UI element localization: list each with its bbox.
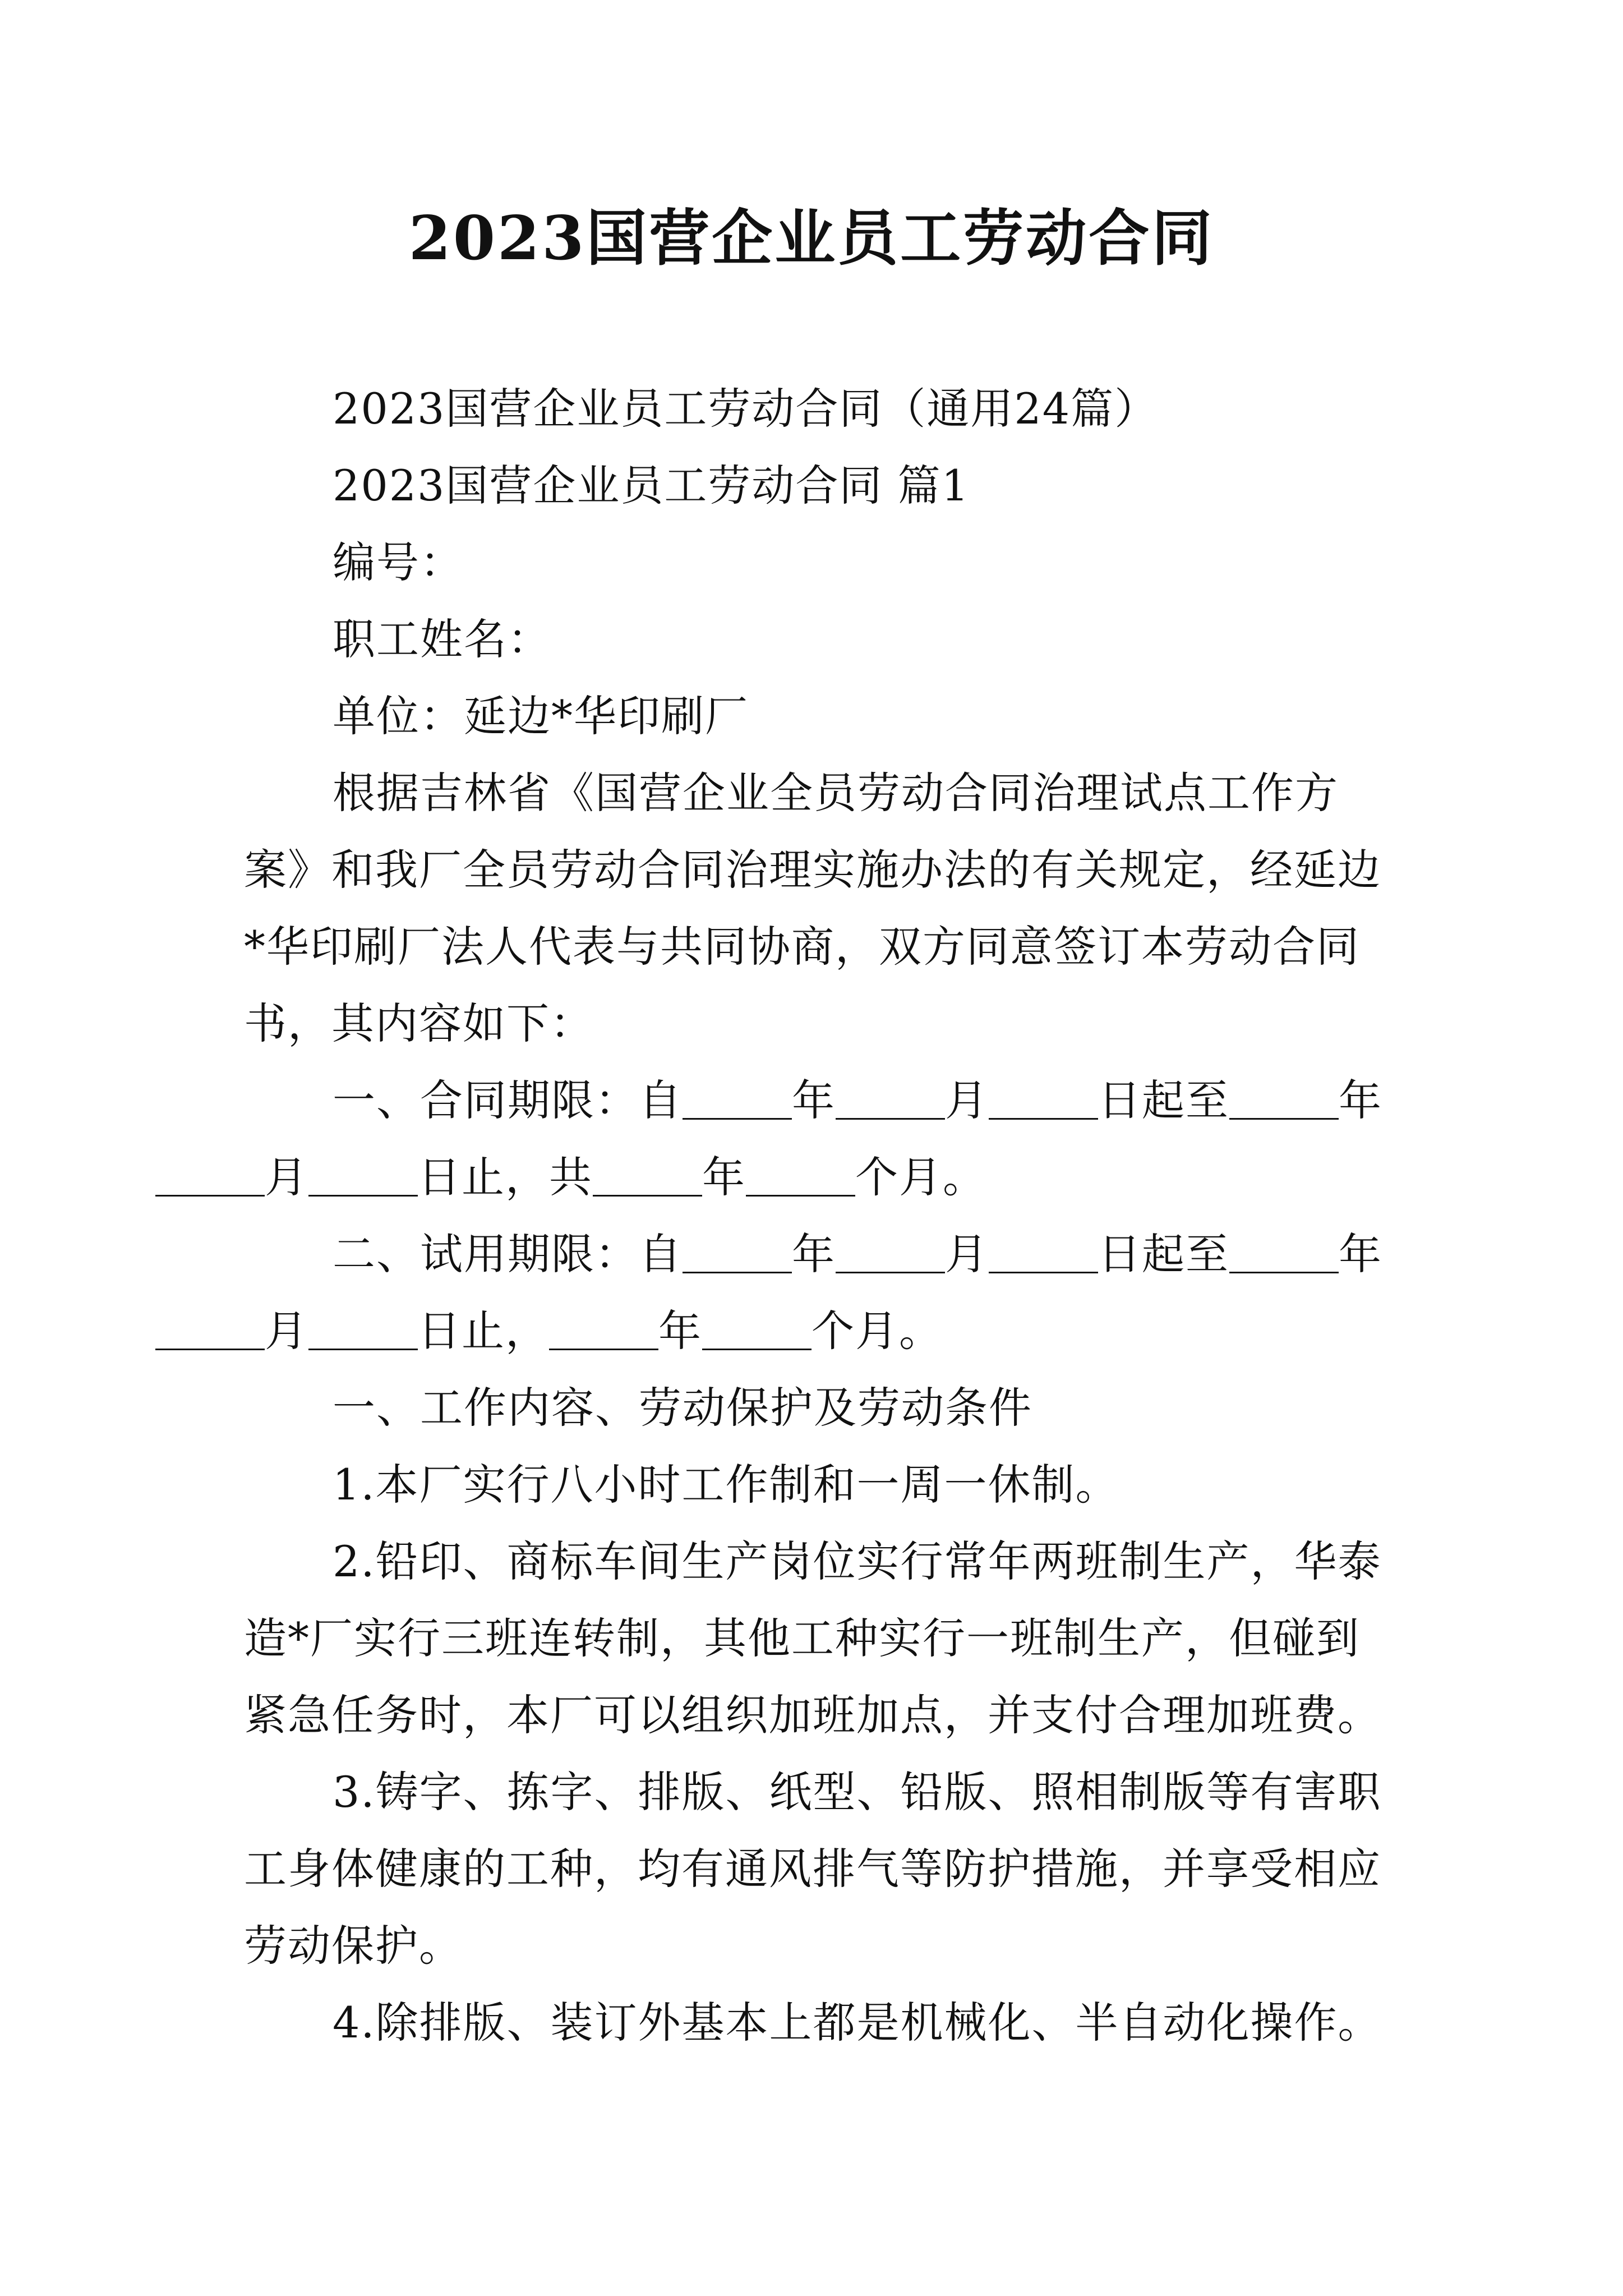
contract-term-year-2: 年: [1339, 1075, 1382, 1125]
paragraph-number-field: 编号：: [333, 537, 464, 587]
blank-line: [836, 1079, 945, 1120]
document-title: 2023国营企业员工劳动合同: [408, 203, 1215, 274]
blank-line: [549, 1309, 658, 1350]
trial-term-year-2: 年: [1339, 1229, 1382, 1279]
blank-line: [746, 1156, 855, 1197]
blank-line: [989, 1079, 1098, 1120]
trial-term-month-3: 个月。: [811, 1306, 943, 1356]
clause-heading-work-content: 一、工作内容、劳动保护及劳动条件: [333, 1383, 1032, 1433]
clause-item-2: 2.铅印、商标车间生产岗位实行常年两班制生产，华泰造*厂实行三班连转制，其他工种实行一班制生产，但碰到紧急任务时，本厂可以组织加班加点，并支付合理加班费。: [244, 1536, 1382, 1740]
trial-term-month-1: 月: [945, 1229, 989, 1279]
contract-term-prefix: 一、合同期限：自: [333, 1075, 683, 1125]
blank-line: [155, 1156, 265, 1197]
clause-item-3: 3.铸字、拣字、排版、纸型、铅版、照相制版等有害职工身体健康的工种，均有通风排气等防护措施，并享受相应劳动保护。: [244, 1767, 1382, 1971]
contract-term-month-2: 月: [265, 1152, 308, 1202]
paragraph-section-heading: 2023国营企业员工劳动合同 篇1: [333, 461, 970, 510]
clause-item-1: 1.本厂实行八小时工作制和一周一休制。: [333, 1460, 1119, 1510]
contract-term-day-2: 日止，共: [418, 1152, 593, 1202]
document-body: [244, 370, 1388, 2061]
blank-line: [836, 1232, 945, 1273]
blank-line: [702, 1309, 811, 1350]
contract-term-month-3: 个月。: [855, 1152, 986, 1202]
contract-term-year-1: 年: [792, 1075, 836, 1125]
paragraph-subtitle: 2023国营企业员工劳动合同（通用24篇）: [333, 384, 1159, 434]
blank-line: [308, 1309, 418, 1350]
contract-term-year-3: 年: [702, 1152, 746, 1202]
blank-line: [1229, 1079, 1339, 1120]
contract-term-day-1: 日起至: [1098, 1075, 1229, 1125]
trial-term-year-1: 年: [792, 1229, 836, 1279]
blank-line: [308, 1156, 418, 1197]
paragraph-employee-name-field: 职工姓名：: [333, 614, 551, 664]
clause-item-4: 4.除排版、装订外基本上都是机械化、半自动化操作。: [333, 1998, 1382, 2047]
paragraph-unit-field: 单位：延边*华印刷厂: [333, 691, 749, 741]
paragraph-trial-term: [244, 1216, 1388, 1369]
blank-line: [989, 1232, 1098, 1273]
trial-term-month-2: 月: [265, 1306, 308, 1356]
blank-line: [683, 1079, 792, 1120]
trial-term-prefix: 二、试用期限：自: [333, 1229, 683, 1279]
paragraph-contract-term: [244, 1062, 1388, 1216]
blank-line: [1229, 1232, 1339, 1273]
contract-term-month-1: 月: [945, 1075, 989, 1125]
paragraph-intro: 根据吉林省《国营企业全员劳动合同治理试点工作方案》和我厂全员劳动合同治理实施办法的有关规定，经延边*华印刷厂法人代表与共同协商，双方同意签订本劳动合同书，其内容如下：: [244, 768, 1381, 1048]
blank-line: [683, 1232, 792, 1273]
trial-term-day-2: 日止，: [418, 1306, 549, 1356]
trial-term-year-3: 年: [658, 1306, 702, 1356]
trial-term-day-1: 日起至: [1098, 1229, 1229, 1279]
blank-line: [593, 1156, 702, 1197]
blank-line: [155, 1309, 265, 1350]
